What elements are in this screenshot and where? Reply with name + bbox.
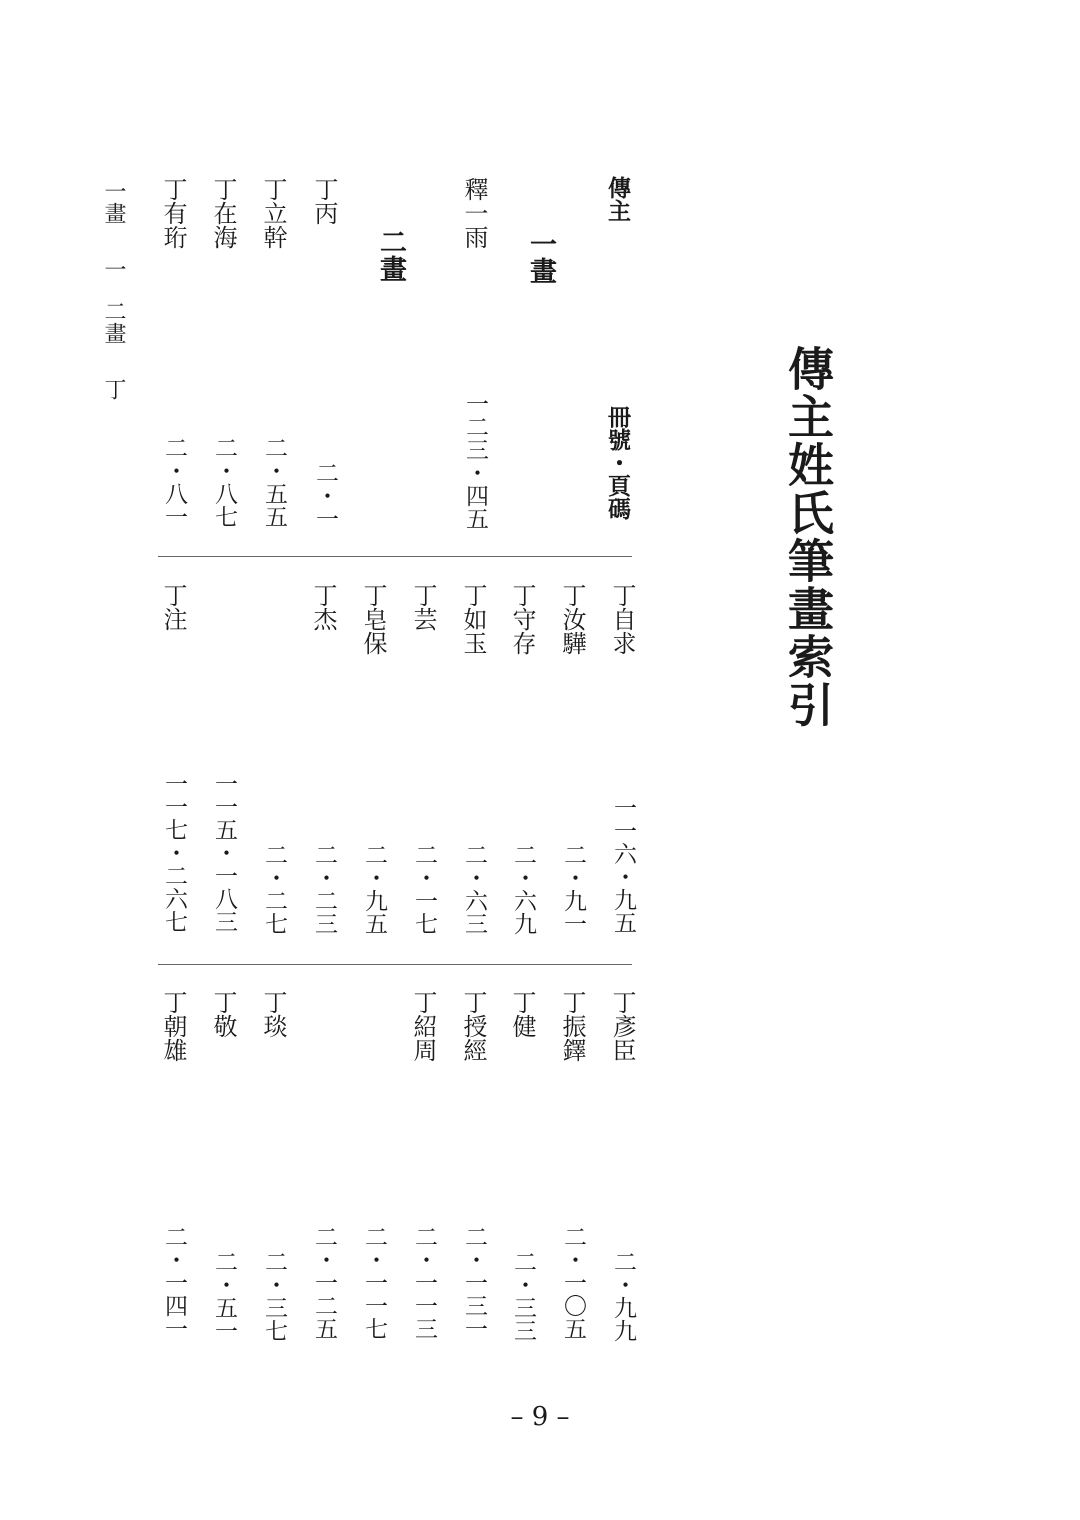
entry-name: 丁杰 <box>309 583 337 631</box>
entry-number: 一一七・二六七 <box>161 772 187 933</box>
entry-number: 二・二七 <box>261 843 287 935</box>
entry-name: 釋一雨 <box>460 177 488 249</box>
entry-name: 丁丙 <box>310 177 338 225</box>
header-name-column: 傳主 <box>604 176 630 222</box>
header-number-column: 冊號・頁碼 <box>604 405 630 520</box>
entry-name: 丁彥臣 <box>608 990 636 1062</box>
stroke-heading-two: 二畫 <box>375 228 406 282</box>
entry-name: 丁授經 <box>459 990 487 1062</box>
entry-number: 二・一四一 <box>161 1225 187 1340</box>
entry-number: 二・九五 <box>361 843 387 935</box>
entry-name: 丁注 <box>159 583 187 631</box>
entry-number: 二・一七 <box>411 843 437 935</box>
entry-number: 二・一二五 <box>311 1225 337 1340</box>
running-head-surname: 丁 <box>101 378 126 400</box>
entry-number: 一一五・一八三 <box>211 772 237 933</box>
entry-number: 二・一 <box>312 461 338 530</box>
entry-number: 二・五五 <box>261 436 287 528</box>
entry-name: 丁琰 <box>259 990 287 1038</box>
running-head-stroke-count: 一 <box>101 258 126 280</box>
entry-name: 丁自求 <box>608 583 636 655</box>
entry-name: 丁守存 <box>508 583 536 655</box>
entry-name: 丁皂保 <box>359 583 387 655</box>
entry-number: 一一六・九五 <box>610 796 636 934</box>
entry-name: 丁汝驊 <box>558 583 586 655</box>
entry-number: 二・一一七 <box>361 1225 387 1340</box>
entry-name: 丁振鐸 <box>558 990 586 1062</box>
section-divider <box>158 556 632 557</box>
entry-name: 丁在海 <box>209 177 237 249</box>
page-number: – 9 – <box>510 1402 570 1432</box>
entry-number: 二・六三 <box>461 843 487 935</box>
entry-name: 丁朝雄 <box>159 990 187 1062</box>
entry-number: 二・九一 <box>560 843 586 935</box>
stroke-heading-one: 一畫 <box>525 230 556 284</box>
entry-name: 丁敬 <box>209 990 237 1038</box>
page-title: 傳主姓氏筆畫索引 <box>781 345 835 729</box>
section-divider <box>158 964 632 965</box>
entry-name: 丁如玉 <box>459 583 487 655</box>
entry-number: 二・八七 <box>211 436 237 528</box>
entry-name: 丁立幹 <box>259 177 287 249</box>
entry-number: 二・九九 <box>610 1250 636 1342</box>
entry-number: 二・一一三 <box>411 1225 437 1340</box>
entry-number: 二・二三 <box>311 843 337 935</box>
entry-number: 一二三・四五 <box>462 392 488 530</box>
running-head-stroke-end: 二畫 <box>101 300 126 344</box>
entry-number: 二・三三 <box>510 1250 536 1342</box>
entry-number: 二・六九 <box>510 843 536 935</box>
entry-number: 二・三七 <box>261 1250 287 1342</box>
running-head-stroke: 一畫 <box>101 180 126 224</box>
entry-name: 丁有珩 <box>159 177 187 249</box>
entry-number: 二・八一 <box>161 436 187 528</box>
entry-number: 二・一〇五 <box>560 1225 586 1340</box>
entry-number: 二・一三一 <box>461 1225 487 1340</box>
entry-name: 丁紹周 <box>409 990 437 1062</box>
entry-number: 二・五一 <box>211 1250 237 1342</box>
entry-name: 丁健 <box>508 990 536 1038</box>
entry-name: 丁芸 <box>409 583 437 631</box>
